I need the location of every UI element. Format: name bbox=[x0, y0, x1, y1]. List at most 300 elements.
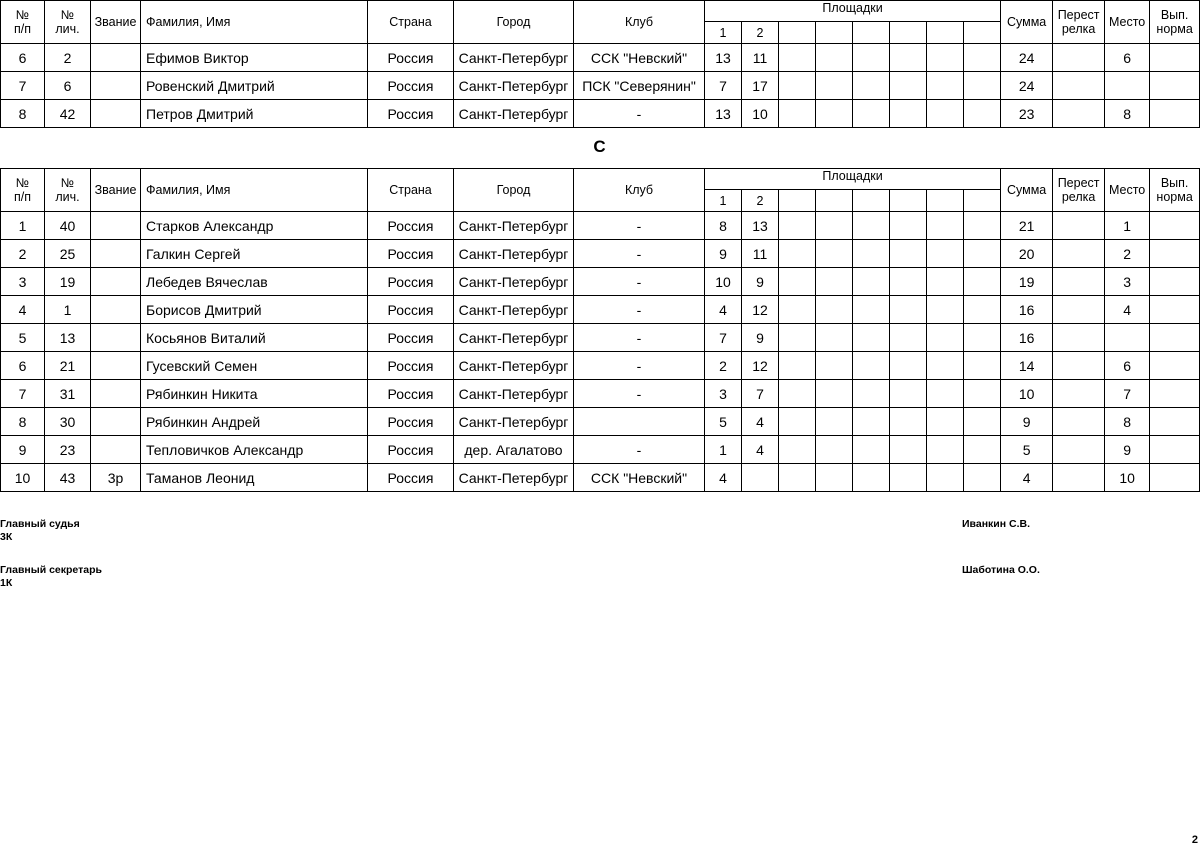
cell-perestrelka bbox=[1053, 464, 1105, 492]
cell-rank bbox=[91, 408, 141, 436]
cell-station-empty bbox=[779, 72, 816, 100]
cell-station-empty bbox=[927, 464, 964, 492]
cell-norma bbox=[1150, 240, 1200, 268]
cell-station-empty bbox=[964, 436, 1001, 464]
cell-station-empty bbox=[816, 436, 853, 464]
cell-place: 9 bbox=[1105, 436, 1150, 464]
col-header-num-lich: № лич. bbox=[45, 169, 91, 212]
cell-country: Россия bbox=[368, 100, 454, 128]
cell-station-empty bbox=[890, 464, 927, 492]
cell-station-empty bbox=[816, 268, 853, 296]
table-row bbox=[1, 240, 1200, 268]
cell-norma bbox=[1150, 212, 1200, 240]
cell-station-empty bbox=[927, 352, 964, 380]
col-header-station-1: 1 bbox=[705, 190, 742, 212]
cell-place bbox=[1105, 324, 1150, 352]
cell-num-lich: 23 bbox=[45, 436, 91, 464]
table-row bbox=[1, 408, 1200, 436]
cell-rank bbox=[91, 436, 141, 464]
cell-norma bbox=[1150, 268, 1200, 296]
cell-station-empty bbox=[927, 436, 964, 464]
cell-station-empty bbox=[890, 352, 927, 380]
col-header-country: Страна bbox=[368, 169, 454, 212]
col-header-station-empty bbox=[890, 190, 927, 212]
cell-station-empty bbox=[890, 72, 927, 100]
cell-perestrelka bbox=[1053, 268, 1105, 296]
cell-num-lich: 25 bbox=[45, 240, 91, 268]
cell-norma bbox=[1150, 380, 1200, 408]
cell-num-pp: 2 bbox=[1, 240, 45, 268]
col-header-country: Страна bbox=[368, 1, 454, 44]
cell-perestrelka bbox=[1053, 72, 1105, 100]
cell-num-pp: 10 bbox=[1, 464, 45, 492]
cell-station-1: 3 bbox=[705, 380, 742, 408]
cell-club: ССК "Невский" bbox=[574, 44, 705, 72]
cell-station-empty bbox=[964, 408, 1001, 436]
cell-station-empty bbox=[927, 296, 964, 324]
cell-station-empty bbox=[853, 380, 890, 408]
cell-place: 8 bbox=[1105, 100, 1150, 128]
cell-station-empty bbox=[779, 100, 816, 128]
col-header-rank: Звание bbox=[91, 1, 141, 44]
cell-perestrelka bbox=[1053, 212, 1105, 240]
chief-secretary-title: Главный секретарь bbox=[0, 564, 102, 576]
chief-judge-grade: 3К bbox=[0, 531, 13, 543]
cell-rank bbox=[91, 324, 141, 352]
col-header-place: Место bbox=[1105, 169, 1150, 212]
cell-station-2: 11 bbox=[742, 44, 779, 72]
col-header-station-1: 1 bbox=[705, 22, 742, 44]
cell-station-1: 10 bbox=[705, 268, 742, 296]
cell-place: 6 bbox=[1105, 44, 1150, 72]
cell-country: Россия bbox=[368, 44, 454, 72]
col-header-norma: Вып. норма bbox=[1150, 1, 1200, 44]
cell-station-empty bbox=[964, 268, 1001, 296]
table-row bbox=[1, 100, 1200, 128]
cell-num-lich: 30 bbox=[45, 408, 91, 436]
cell-station-empty bbox=[964, 100, 1001, 128]
col-header-sum: Сумма bbox=[1001, 1, 1053, 44]
cell-station-empty bbox=[890, 100, 927, 128]
cell-station-1: 7 bbox=[705, 72, 742, 100]
cell-station-empty bbox=[779, 240, 816, 268]
cell-station-1: 5 bbox=[705, 408, 742, 436]
cell-place: 6 bbox=[1105, 352, 1150, 380]
cell-station-1: 7 bbox=[705, 324, 742, 352]
cell-name: Косьянов Виталий bbox=[141, 324, 368, 352]
cell-station-empty bbox=[890, 268, 927, 296]
cell-station-2: 12 bbox=[742, 352, 779, 380]
table-row bbox=[1, 352, 1200, 380]
cell-perestrelka bbox=[1053, 352, 1105, 380]
cell-rank bbox=[91, 380, 141, 408]
cell-station-empty bbox=[853, 464, 890, 492]
cell-rank bbox=[91, 268, 141, 296]
cell-station-empty bbox=[853, 212, 890, 240]
cell-station-empty bbox=[927, 324, 964, 352]
cell-num-lich: 42 bbox=[45, 100, 91, 128]
cell-num-lich: 21 bbox=[45, 352, 91, 380]
table-row bbox=[1, 268, 1200, 296]
cell-station-empty bbox=[927, 44, 964, 72]
col-header-station-empty bbox=[779, 190, 816, 212]
cell-name: Ефимов Виктор bbox=[141, 44, 368, 72]
cell-name: Рябинкин Никита bbox=[141, 380, 368, 408]
cell-city: Санкт-Петербург bbox=[454, 380, 574, 408]
page-number: 2 bbox=[1191, 834, 1198, 846]
cell-club bbox=[574, 408, 705, 436]
cell-club: - bbox=[574, 240, 705, 268]
cell-station-empty bbox=[779, 436, 816, 464]
cell-sum: 21 bbox=[1001, 212, 1053, 240]
cell-num-pp: 6 bbox=[1, 44, 45, 72]
cell-norma bbox=[1150, 324, 1200, 352]
cell-station-1: 2 bbox=[705, 352, 742, 380]
cell-station-empty bbox=[890, 240, 927, 268]
cell-station-2: 12 bbox=[742, 296, 779, 324]
cell-station-empty bbox=[964, 380, 1001, 408]
table-row bbox=[1, 436, 1200, 464]
cell-place bbox=[1105, 72, 1150, 100]
col-header-place: Место bbox=[1105, 1, 1150, 44]
cell-station-empty bbox=[779, 352, 816, 380]
cell-station-empty bbox=[890, 408, 927, 436]
cell-name: Гусевский Семен bbox=[141, 352, 368, 380]
table-row bbox=[1, 464, 1200, 492]
col-header-station-empty bbox=[853, 22, 890, 44]
col-header-rank: Звание bbox=[91, 169, 141, 212]
cell-country: Россия bbox=[368, 268, 454, 296]
col-header-station-2: 2 bbox=[742, 22, 779, 44]
col-header-city: Город bbox=[454, 1, 574, 44]
cell-station-empty bbox=[890, 212, 927, 240]
cell-station-empty bbox=[853, 436, 890, 464]
table-row bbox=[1, 72, 1200, 100]
cell-club: - bbox=[574, 380, 705, 408]
cell-sum: 24 bbox=[1001, 72, 1053, 100]
cell-num-pp: 1 bbox=[1, 212, 45, 240]
cell-station-empty bbox=[853, 268, 890, 296]
cell-station-empty bbox=[816, 72, 853, 100]
cell-station-empty bbox=[927, 408, 964, 436]
cell-num-pp: 4 bbox=[1, 296, 45, 324]
cell-sum: 16 bbox=[1001, 324, 1053, 352]
cell-name: Таманов Леонид bbox=[141, 464, 368, 492]
cell-norma bbox=[1150, 44, 1200, 72]
cell-station-1: 4 bbox=[705, 464, 742, 492]
cell-num-lich: 19 bbox=[45, 268, 91, 296]
cell-city: Санкт-Петербург bbox=[454, 100, 574, 128]
col-header-num-lich: № лич. bbox=[45, 1, 91, 44]
table-body bbox=[1, 44, 1200, 128]
cell-club: - bbox=[574, 324, 705, 352]
cell-country: Россия bbox=[368, 324, 454, 352]
cell-sum: 23 bbox=[1001, 100, 1053, 128]
cell-station-empty bbox=[964, 464, 1001, 492]
cell-station-empty bbox=[853, 100, 890, 128]
chief-judge-name: Иванкин С.В. bbox=[962, 518, 1031, 530]
cell-norma bbox=[1150, 296, 1200, 324]
cell-perestrelka bbox=[1053, 380, 1105, 408]
cell-norma bbox=[1150, 408, 1200, 436]
col-header-station-2: 2 bbox=[742, 190, 779, 212]
cell-sum: 19 bbox=[1001, 268, 1053, 296]
col-header-name: Фамилия, Имя bbox=[141, 169, 368, 212]
cell-station-empty bbox=[890, 380, 927, 408]
cell-station-empty bbox=[816, 44, 853, 72]
col-header-perestrelka: Перест релка bbox=[1053, 1, 1105, 44]
cell-station-1: 8 bbox=[705, 212, 742, 240]
cell-club: ССК "Невский" bbox=[574, 464, 705, 492]
cell-norma bbox=[1150, 100, 1200, 128]
cell-num-pp: 5 bbox=[1, 324, 45, 352]
cell-place: 10 bbox=[1105, 464, 1150, 492]
chief-secretary-name: Шаботина О.О. bbox=[962, 564, 1040, 576]
cell-station-empty bbox=[890, 436, 927, 464]
cell-perestrelka bbox=[1053, 44, 1105, 72]
cell-club: - bbox=[574, 100, 705, 128]
table-row bbox=[1, 212, 1200, 240]
cell-station-2: 4 bbox=[742, 436, 779, 464]
cell-norma bbox=[1150, 72, 1200, 100]
cell-country: Россия bbox=[368, 72, 454, 100]
cell-norma bbox=[1150, 464, 1200, 492]
cell-name: Петров Дмитрий bbox=[141, 100, 368, 128]
cell-station-empty bbox=[816, 380, 853, 408]
cell-station-empty bbox=[779, 268, 816, 296]
col-header-station-empty bbox=[779, 22, 816, 44]
cell-station-2: 4 bbox=[742, 408, 779, 436]
cell-station-1: 1 bbox=[705, 436, 742, 464]
cell-country: Россия bbox=[368, 436, 454, 464]
chief-judge-block bbox=[0, 518, 80, 544]
cell-station-empty bbox=[853, 240, 890, 268]
cell-name: Старков Александр bbox=[141, 212, 368, 240]
col-header-station-empty bbox=[964, 190, 1001, 212]
cell-name: Борисов Дмитрий bbox=[141, 296, 368, 324]
table-row bbox=[1, 296, 1200, 324]
cell-station-empty bbox=[964, 240, 1001, 268]
cell-num-pp: 7 bbox=[1, 72, 45, 100]
col-header-ploshadki: Площадки bbox=[705, 1, 1001, 22]
cell-rank bbox=[91, 240, 141, 268]
cell-station-empty bbox=[853, 72, 890, 100]
cell-rank bbox=[91, 44, 141, 72]
cell-station-empty bbox=[779, 296, 816, 324]
cell-station-2: 9 bbox=[742, 324, 779, 352]
table-header bbox=[1, 1, 1200, 44]
col-header-ploshadki: Площадки bbox=[705, 169, 1001, 190]
cell-station-empty bbox=[927, 212, 964, 240]
cell-station-empty bbox=[779, 408, 816, 436]
cell-club: - bbox=[574, 268, 705, 296]
col-header-num-pp: № п/п bbox=[1, 169, 45, 212]
cell-city: дер. Агалатово bbox=[454, 436, 574, 464]
col-header-station-empty bbox=[890, 22, 927, 44]
cell-city: Санкт-Петербург bbox=[454, 72, 574, 100]
cell-num-lich: 40 bbox=[45, 212, 91, 240]
cell-rank bbox=[91, 212, 141, 240]
cell-num-pp: 7 bbox=[1, 380, 45, 408]
col-header-club: Клуб bbox=[574, 1, 705, 44]
cell-perestrelka bbox=[1053, 324, 1105, 352]
cell-station-2: 13 bbox=[742, 212, 779, 240]
table-header bbox=[1, 169, 1200, 212]
cell-station-empty bbox=[816, 408, 853, 436]
cell-station-empty bbox=[816, 352, 853, 380]
cell-place: 1 bbox=[1105, 212, 1150, 240]
cell-station-empty bbox=[890, 296, 927, 324]
cell-station-empty bbox=[779, 324, 816, 352]
cell-sum: 24 bbox=[1001, 44, 1053, 72]
cell-city: Санкт-Петербург bbox=[454, 352, 574, 380]
col-header-num-pp: № п/п bbox=[1, 1, 45, 44]
cell-rank: 3р bbox=[91, 464, 141, 492]
col-header-perestrelka: Перест релка bbox=[1053, 169, 1105, 212]
cell-station-2: 11 bbox=[742, 240, 779, 268]
cell-perestrelka bbox=[1053, 408, 1105, 436]
col-header-club: Клуб bbox=[574, 169, 705, 212]
cell-city: Санкт-Петербург bbox=[454, 240, 574, 268]
cell-station-empty bbox=[816, 324, 853, 352]
cell-country: Россия bbox=[368, 408, 454, 436]
cell-place: 8 bbox=[1105, 408, 1150, 436]
cell-perestrelka bbox=[1053, 436, 1105, 464]
cell-station-empty bbox=[964, 72, 1001, 100]
cell-num-lich: 6 bbox=[45, 72, 91, 100]
cell-station-empty bbox=[816, 296, 853, 324]
cell-station-2: 9 bbox=[742, 268, 779, 296]
table-row bbox=[1, 324, 1200, 352]
cell-rank bbox=[91, 100, 141, 128]
cell-num-lich: 2 bbox=[45, 44, 91, 72]
cell-station-1: 13 bbox=[705, 44, 742, 72]
cell-station-2 bbox=[742, 464, 779, 492]
group-label: С bbox=[593, 137, 606, 156]
cell-sum: 16 bbox=[1001, 296, 1053, 324]
cell-station-empty bbox=[779, 212, 816, 240]
cell-club: ПСК "Северянин" bbox=[574, 72, 705, 100]
cell-place: 4 bbox=[1105, 296, 1150, 324]
cell-rank bbox=[91, 296, 141, 324]
cell-rank bbox=[91, 352, 141, 380]
cell-station-empty bbox=[779, 380, 816, 408]
cell-station-1: 9 bbox=[705, 240, 742, 268]
cell-city: Санкт-Петербург bbox=[454, 268, 574, 296]
cell-perestrelka bbox=[1053, 296, 1105, 324]
table-row bbox=[1, 380, 1200, 408]
cell-station-empty bbox=[853, 44, 890, 72]
cell-num-lich: 13 bbox=[45, 324, 91, 352]
cell-station-empty bbox=[927, 268, 964, 296]
table-body bbox=[1, 212, 1200, 492]
cell-station-empty bbox=[853, 352, 890, 380]
cell-club: - bbox=[574, 212, 705, 240]
cell-sum: 9 bbox=[1001, 408, 1053, 436]
cell-station-2: 10 bbox=[742, 100, 779, 128]
col-header-station-empty bbox=[816, 22, 853, 44]
cell-station-empty bbox=[964, 296, 1001, 324]
cell-country: Россия bbox=[368, 464, 454, 492]
cell-sum: 10 bbox=[1001, 380, 1053, 408]
cell-norma bbox=[1150, 352, 1200, 380]
col-header-norma: Вып. норма bbox=[1150, 169, 1200, 212]
cell-station-empty bbox=[927, 100, 964, 128]
col-header-sum: Сумма bbox=[1001, 169, 1053, 212]
cell-sum: 4 bbox=[1001, 464, 1053, 492]
cell-station-empty bbox=[964, 352, 1001, 380]
cell-station-empty bbox=[890, 44, 927, 72]
cell-perestrelka bbox=[1053, 240, 1105, 268]
cell-name: Ровенский Дмитрий bbox=[141, 72, 368, 100]
cell-station-empty bbox=[890, 324, 927, 352]
cell-club: - bbox=[574, 296, 705, 324]
cell-station-empty bbox=[853, 296, 890, 324]
cell-station-empty bbox=[927, 240, 964, 268]
cell-name: Галкин Сергей bbox=[141, 240, 368, 268]
chief-secretary-block bbox=[0, 564, 102, 590]
cell-city: Санкт-Петербург bbox=[454, 296, 574, 324]
results-table-previous-group bbox=[0, 0, 1200, 128]
cell-club: - bbox=[574, 352, 705, 380]
col-header-name: Фамилия, Имя bbox=[141, 1, 368, 44]
cell-place: 2 bbox=[1105, 240, 1150, 268]
cell-city: Санкт-Петербург bbox=[454, 464, 574, 492]
cell-sum: 20 bbox=[1001, 240, 1053, 268]
cell-station-empty bbox=[964, 44, 1001, 72]
cell-name: Лебедев Вячеслав bbox=[141, 268, 368, 296]
cell-num-pp: 9 bbox=[1, 436, 45, 464]
cell-station-2: 17 bbox=[742, 72, 779, 100]
cell-city: Санкт-Петербург bbox=[454, 408, 574, 436]
cell-num-pp: 8 bbox=[1, 408, 45, 436]
cell-name: Рябинкин Андрей bbox=[141, 408, 368, 436]
cell-country: Россия bbox=[368, 212, 454, 240]
cell-city: Санкт-Петербург bbox=[454, 44, 574, 72]
cell-num-pp: 3 bbox=[1, 268, 45, 296]
cell-country: Россия bbox=[368, 240, 454, 268]
cell-name: Тепловичков Александр bbox=[141, 436, 368, 464]
cell-place: 7 bbox=[1105, 380, 1150, 408]
col-header-station-empty bbox=[927, 22, 964, 44]
cell-norma bbox=[1150, 436, 1200, 464]
cell-num-pp: 8 bbox=[1, 100, 45, 128]
cell-station-empty bbox=[779, 464, 816, 492]
cell-country: Россия bbox=[368, 296, 454, 324]
cell-station-1: 13 bbox=[705, 100, 742, 128]
cell-club: - bbox=[574, 436, 705, 464]
cell-station-empty bbox=[853, 408, 890, 436]
col-header-station-empty bbox=[927, 190, 964, 212]
cell-sum: 14 bbox=[1001, 352, 1053, 380]
table-row bbox=[1, 44, 1200, 72]
col-header-station-empty bbox=[853, 190, 890, 212]
chief-judge-title: Главный судья bbox=[0, 518, 80, 530]
cell-num-lich: 1 bbox=[45, 296, 91, 324]
cell-place: 3 bbox=[1105, 268, 1150, 296]
cell-station-empty bbox=[927, 72, 964, 100]
cell-country: Россия bbox=[368, 380, 454, 408]
cell-station-empty bbox=[816, 100, 853, 128]
cell-num-lich: 31 bbox=[45, 380, 91, 408]
cell-country: Россия bbox=[368, 352, 454, 380]
cell-station-empty bbox=[816, 464, 853, 492]
cell-num-lich: 43 bbox=[45, 464, 91, 492]
cell-rank bbox=[91, 72, 141, 100]
cell-station-2: 7 bbox=[742, 380, 779, 408]
chief-secretary-grade: 1К bbox=[0, 577, 13, 589]
cell-station-empty bbox=[853, 324, 890, 352]
